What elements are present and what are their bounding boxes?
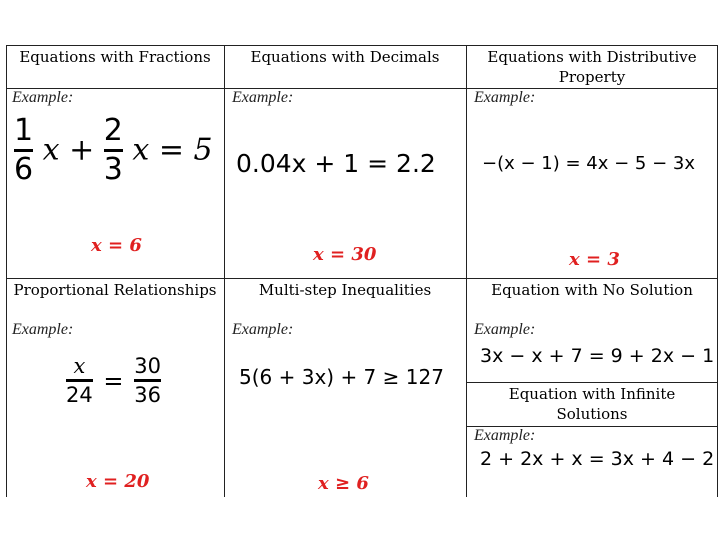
examples-table xyxy=(6,45,718,497)
answer-fractions: x = 6 xyxy=(91,235,142,256)
header-fractions: Equations with Fractions xyxy=(19,48,211,66)
answer-distributive: x = 3 xyxy=(569,249,620,270)
table-border-right xyxy=(717,45,718,497)
answer-decimals: x = 30 xyxy=(313,244,377,265)
equation-infinite: 2 + 2x + x = 3x + 4 − 2 xyxy=(480,448,715,470)
header-distributive: Equations with Distributive Property xyxy=(487,48,697,86)
equation-distributive: −(x − 1) = 4x − 5 − 3x xyxy=(482,153,695,174)
row-divider xyxy=(6,278,718,279)
equation-no-solution: 3x − x + 7 = 9 + 2x − 1 xyxy=(480,345,715,367)
table-border-left xyxy=(6,45,7,497)
fraction-x-over-24: $\frac{x}{24}$ xyxy=(66,354,93,408)
fraction-30-over-36: $\frac{30}{36}$ xyxy=(134,354,161,408)
example-label-decimals: Example: xyxy=(232,89,294,106)
header-proportional: Proportional Relationships xyxy=(13,281,217,299)
example-label-no-solution: Example: xyxy=(474,321,536,338)
column-divider-2 xyxy=(466,45,467,497)
fraction-one-sixth: $\frac{1}{6}$ xyxy=(14,113,34,187)
example-label-proportional: Example: xyxy=(12,321,74,338)
header-divider-row1 xyxy=(6,88,718,89)
equation-decimals: 0.04x + 1 = 2.2 xyxy=(236,149,436,178)
equation-fractions: $\frac{1}{6}$ x + $\frac{2}{3}$ x = 5 xyxy=(14,113,213,187)
fraction-two-thirds: $\frac{2}{3}$ xyxy=(103,113,123,187)
answer-proportional: x = 20 xyxy=(86,471,150,492)
header-infinite: Equation with Infinite Solutions xyxy=(508,385,676,423)
header-decimals: Equations with Decimals xyxy=(250,48,440,66)
header-no-solution: Equation with No Solution xyxy=(491,281,693,299)
header-inequalities: Multi-step Inequalities xyxy=(258,281,432,299)
column-divider-1 xyxy=(224,45,225,497)
table-border-top xyxy=(6,45,718,46)
example-label-infinite: Example: xyxy=(474,427,536,444)
example-label-distributive: Example: xyxy=(474,89,536,106)
equation-inequalities: 5(6 + 3x) + 7 ≥ 127 xyxy=(239,365,444,389)
example-label-fractions: Example: xyxy=(12,89,74,106)
equation-proportional: $\frac{x}{24}$ = $\frac{30}{36}$ xyxy=(66,354,161,408)
divider-no-solution-infinite xyxy=(466,382,718,383)
example-label-inequalities: Example: xyxy=(232,321,294,338)
answer-inequalities: x ≥ 6 xyxy=(318,473,369,494)
